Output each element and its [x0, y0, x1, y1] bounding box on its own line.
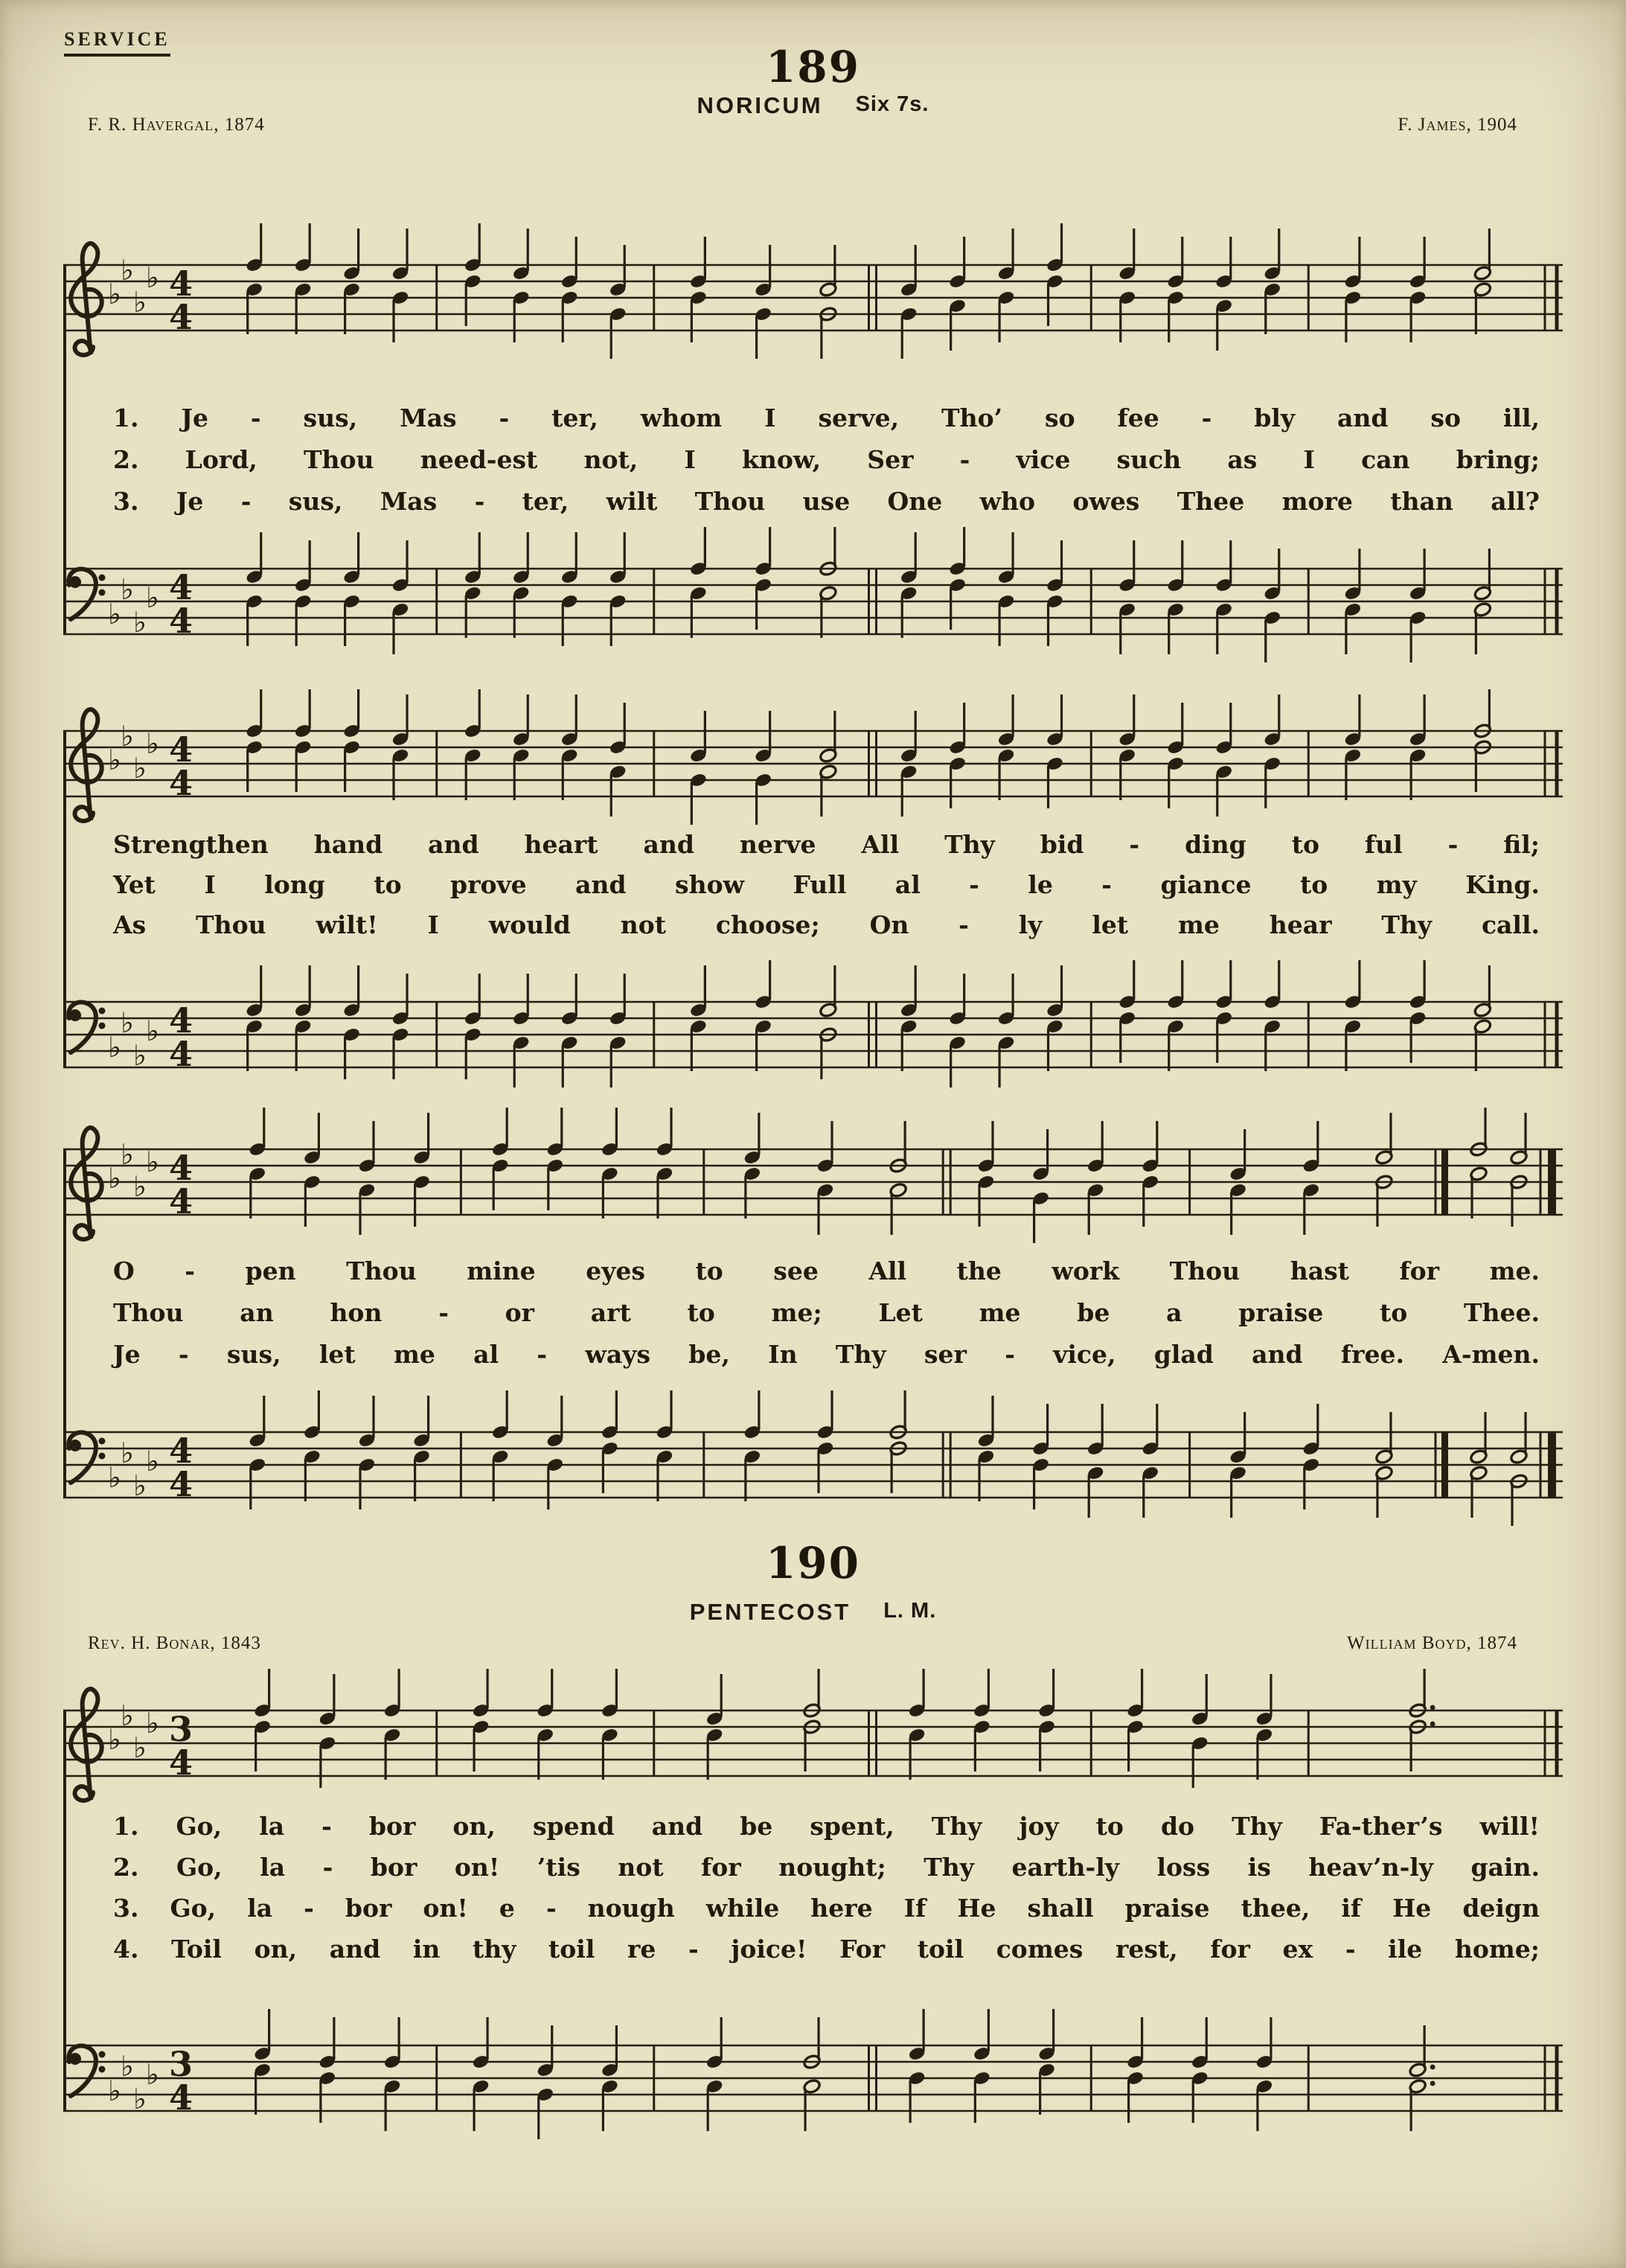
svg-text:4: 4: [169, 1034, 193, 1074]
lyrics-block: [113, 825, 1540, 945]
tune-meter: L. M.: [883, 1599, 937, 1623]
svg-text:♭: ♭: [121, 720, 134, 753]
hymn-number: 190: [765, 1538, 861, 1588]
svg-text:♭: ♭: [133, 752, 147, 785]
svg-text:♭: ♭: [108, 1723, 121, 1756]
hymn-number: 189: [765, 42, 861, 92]
treble-staff: [63, 689, 1563, 838]
svg-text:4: 4: [169, 763, 193, 803]
svg-text:♭: ♭: [133, 1731, 147, 1764]
svg-text:4: 4: [169, 2077, 193, 2118]
svg-text:4: 4: [169, 1148, 193, 1188]
svg-text:4: 4: [169, 263, 193, 304]
svg-text:♭: ♭: [121, 2050, 134, 2083]
lyric-line: 2. Go, la - bor on! ’tis not for nought; Thy earth-ly loss is heav’n-ly gain.: [113, 1853, 1540, 1882]
svg-text:♭: ♭: [108, 278, 121, 310]
svg-text:4: 4: [169, 1000, 193, 1041]
tune-name: NORICUM: [697, 92, 823, 118]
bass-staff: [63, 2004, 1563, 2153]
lyric-line: Thou an hon - or art to me; Let me be a praise to Thee.: [113, 1298, 1540, 1327]
svg-text:4: 4: [169, 1742, 193, 1783]
lyric-line: Yet I long to prove and show Full al - le - giance to my King.: [113, 870, 1540, 899]
svg-text:♭: ♭: [121, 1437, 134, 1469]
svg-text:♭: ♭: [133, 1469, 147, 1502]
svg-text:♭: ♭: [121, 573, 134, 606]
svg-text:3: 3: [169, 1709, 193, 1749]
lyrics-block: [113, 397, 1540, 523]
svg-text:♭: ♭: [121, 1006, 134, 1039]
lyric-line: 3. Go, la - bor on! e - nough while here If He shall praise thee, if He deign: [113, 1894, 1540, 1923]
bass-staff: [63, 1390, 1563, 1539]
svg-text:♭: ♭: [133, 286, 147, 319]
treble-staff: [63, 1669, 1563, 1818]
lyrics-block: [113, 1250, 1540, 1376]
svg-text:♭: ♭: [146, 1015, 159, 1047]
svg-text:♭: ♭: [146, 261, 159, 294]
lyric-line: 2. Lord, Thou need-est not, I know, Ser - vice such as I can bring;: [113, 445, 1540, 474]
tune-meter: Six 7s.: [855, 92, 929, 116]
svg-text:♭: ♭: [108, 2074, 121, 2107]
svg-text:♭: ♭: [121, 254, 134, 287]
svg-text:♭: ♭: [108, 1162, 121, 1195]
bass-staff: [63, 960, 1563, 1109]
svg-text:♭: ♭: [146, 727, 159, 760]
composer: William Boyd, 1874: [1346, 1633, 1517, 1653]
svg-text:4: 4: [169, 1431, 193, 1471]
svg-text:♭: ♭: [146, 581, 159, 614]
lyric-line: Strengthen hand and heart and nerve All Thy bid - ding to ful - fil;: [113, 830, 1540, 859]
svg-text:♭: ♭: [133, 1170, 147, 1203]
svg-text:♭: ♭: [146, 2058, 159, 2091]
author: Rev. H. Bonar, 1843: [88, 1633, 261, 1653]
svg-text:♭: ♭: [108, 1031, 121, 1064]
svg-text:4: 4: [169, 567, 193, 607]
tune-line: [0, 1599, 1626, 1626]
bass-staff: [63, 527, 1563, 676]
svg-text:♭: ♭: [108, 744, 121, 776]
lyric-line: 1. Je - sus, Mas - ter, whom I serve, Tho’ so fee - bly and so ill,: [113, 403, 1540, 432]
svg-text:♭: ♭: [108, 1461, 121, 1494]
svg-text:4: 4: [169, 1181, 193, 1221]
svg-text:♭: ♭: [146, 1445, 159, 1478]
svg-text:4: 4: [169, 729, 193, 770]
svg-text:♭: ♭: [133, 1039, 147, 1072]
lyric-line: As Thou wilt! I would not choose; On - ly let me hear Thy call.: [113, 910, 1540, 939]
author: F. R. Havergal, 1874: [88, 115, 265, 135]
svg-text:♭: ♭: [146, 1146, 159, 1178]
lyric-line: Je - sus, let me al - ways be, In Thy ser - vice, glad and free. A-men.: [113, 1340, 1540, 1369]
svg-text:4: 4: [169, 1464, 193, 1504]
svg-text:4: 4: [169, 297, 193, 337]
svg-text:♭: ♭: [133, 2083, 147, 2115]
lyric-line: 4. Toil on, and in thy toil re - joice! For toil comes rest, for ex - ile home;: [113, 1935, 1540, 1964]
lyrics-block: [113, 1806, 1540, 1970]
running-head: SERVICE: [64, 28, 170, 57]
lyric-line: 1. Go, la - bor on, spend and be spent, Thy joy to do Thy Fa-ther’s will!: [113, 1812, 1540, 1841]
svg-text:♭: ♭: [133, 606, 147, 639]
composer: F. James, 1904: [1398, 115, 1517, 135]
lyric-line: 3. Je - sus, Mas - ter, wilt Thou use One who owes Thee more than all?: [113, 487, 1540, 516]
svg-text:♭: ♭: [108, 598, 121, 630]
attribution-row: [0, 115, 1626, 135]
svg-text:3: 3: [169, 2044, 193, 2084]
svg-text:♭: ♭: [146, 1707, 159, 1740]
attribution-row: [0, 1633, 1626, 1654]
treble-staff: [63, 223, 1563, 372]
svg-text:♭: ♭: [121, 1699, 134, 1732]
treble-staff: [63, 1108, 1563, 1256]
svg-text:♭: ♭: [121, 1138, 134, 1171]
svg-text:4: 4: [169, 601, 193, 641]
lyric-line: O - pen Thou mine eyes to see All the work Thou hast for me.: [113, 1256, 1540, 1285]
tune-name: PENTECOST: [689, 1599, 851, 1625]
